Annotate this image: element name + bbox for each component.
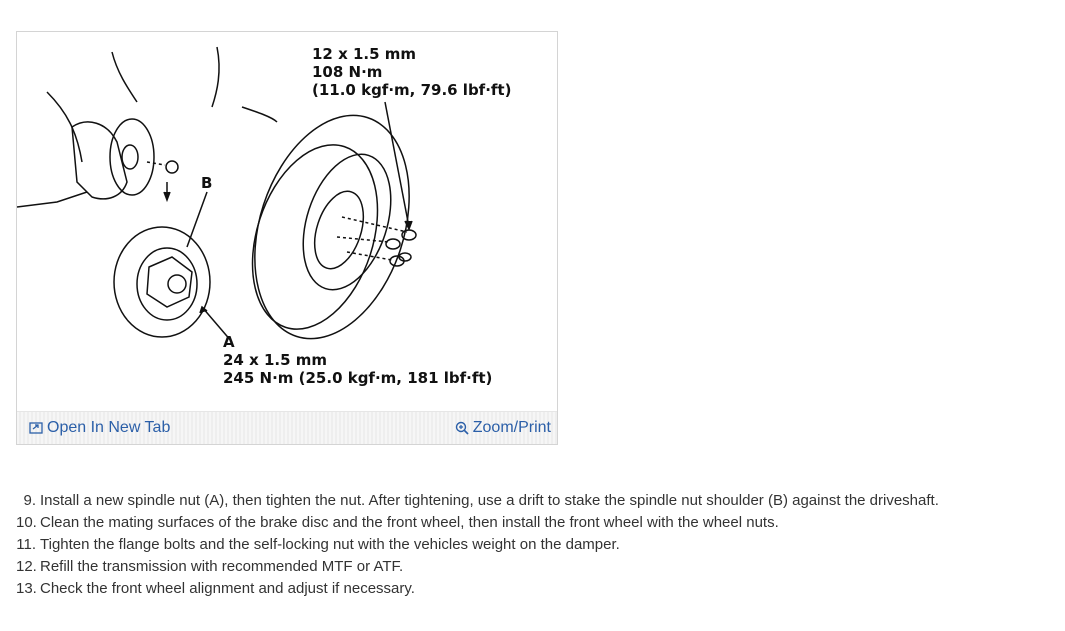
- zoom-print-link[interactable]: [455, 419, 551, 437]
- bolt-size-label: 12 x 1.5 mm: [312, 45, 417, 63]
- list-item: 9. Install a new spindle nut (A), then tighten the nut. After tightening, use a drift to stake the spindle nut shoulder (B) against the driveshaft.: [23, 492, 939, 509]
- zoom-magnifier-icon: [455, 421, 469, 435]
- callout-a: A: [223, 333, 235, 351]
- figure-footer: [17, 411, 557, 444]
- list-item: 13. Check the front wheel alignment and adjust if necessary.: [16, 580, 415, 597]
- zoom-print-label: Zoom/Print: [472, 419, 551, 436]
- open-in-new-tab-label: Open In New Tab: [47, 419, 171, 436]
- open-new-tab-icon: [29, 421, 43, 435]
- list-item: 12. Refill the transmission with recommended MTF or ATF.: [16, 558, 404, 575]
- figure-card: [16, 31, 558, 445]
- spindle-size-label: 24 x 1.5 mm: [223, 351, 328, 369]
- callout-b: B: [201, 174, 213, 192]
- list-item: 11. Tighten the flange bolts and the self-locking nut with the vehicles weight on the damper.: [16, 536, 620, 553]
- list-item: 10. Clean the mating surfaces of the brake disc and the front wheel, then install the front wheel with the wheel nuts.: [16, 514, 779, 531]
- bolt-torque-label: 108 N·m: [312, 63, 383, 81]
- spindle-torque-label: 245 N·m (25.0 kgf·m, 181 lbf·ft): [223, 369, 493, 387]
- bolt-torque-alt-label: (11.0 kgf·m, 79.6 lbf·ft): [312, 81, 512, 99]
- instruction-steps: [16, 490, 939, 600]
- open-in-new-tab-link[interactable]: [29, 419, 170, 437]
